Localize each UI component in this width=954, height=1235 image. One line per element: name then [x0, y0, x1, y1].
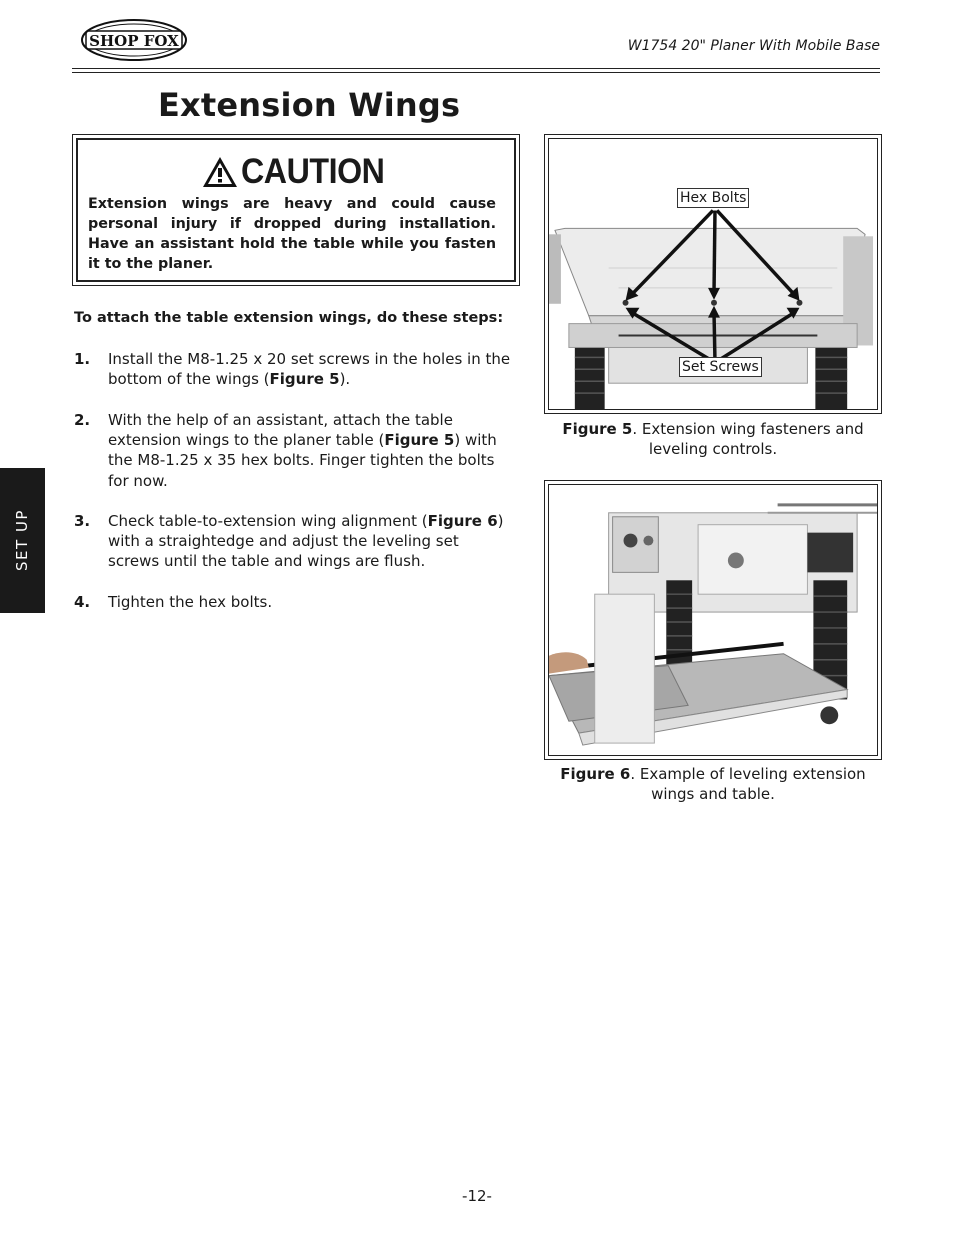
figure-5-caption: Figure 5. Extension wing fasteners and leveling controls.: [562, 420, 864, 458]
step-item: [74, 592, 514, 612]
step-item: [74, 349, 514, 389]
figure-6-frame: [544, 480, 882, 760]
warning-triangle-icon: [201, 155, 239, 189]
section-side-tab-label: SET UP: [13, 509, 31, 571]
step-number: 2.: [74, 411, 91, 429]
step-text: With the help of an assistant, attach the table extension wings to the planer table (Figure 5) with the M8-1.25 x 35 hex bolts. Finger tighten the bolts for now.: [108, 411, 497, 490]
svg-text:SHOP FOX: SHOP FOX: [89, 32, 179, 50]
caution-box: [72, 134, 520, 286]
set-screws-callout: Set Screws: [679, 357, 762, 377]
document-title: W1754 20" Planer With Mobile Base: [627, 38, 880, 54]
caution-label: CAUTION: [241, 152, 385, 191]
shop-fox-logo: [80, 18, 190, 62]
step-number: 1.: [74, 350, 91, 368]
step-text: Check table-to-extension wing alignment (Figure 6) with a straightedge and adjust the leveling set screws until the table and wings are flush.: [108, 512, 504, 571]
step-number: 4.: [74, 593, 91, 611]
step-item: [74, 511, 514, 572]
page-number: -12-: [462, 1187, 492, 1205]
caution-heading: [201, 152, 397, 192]
figure-6-photo: [548, 484, 878, 756]
figure-6-caption: Figure 6. Example of leveling extension wings and table.: [560, 765, 866, 803]
header-rule: [72, 68, 880, 69]
step-text: Tighten the hex bolts.: [108, 593, 273, 611]
instructions-intro: To attach the table extension wings, do these steps:: [74, 310, 504, 326]
header-rule-secondary: [72, 72, 880, 73]
page-title: Extension Wings: [158, 86, 461, 124]
step-number: 3.: [74, 512, 91, 530]
hex-bolts-callout: Hex Bolts: [677, 188, 749, 208]
step-item: [74, 410, 514, 491]
caution-text: Extension wings are heavy and could cause personal injury if dropped during installation. Have an assistant hold the table while you fasten it to the planer.: [88, 196, 496, 272]
step-text: Install the M8-1.25 x 20 set screws in the holes in the bottom of the wings (Figure 5).: [108, 350, 511, 389]
